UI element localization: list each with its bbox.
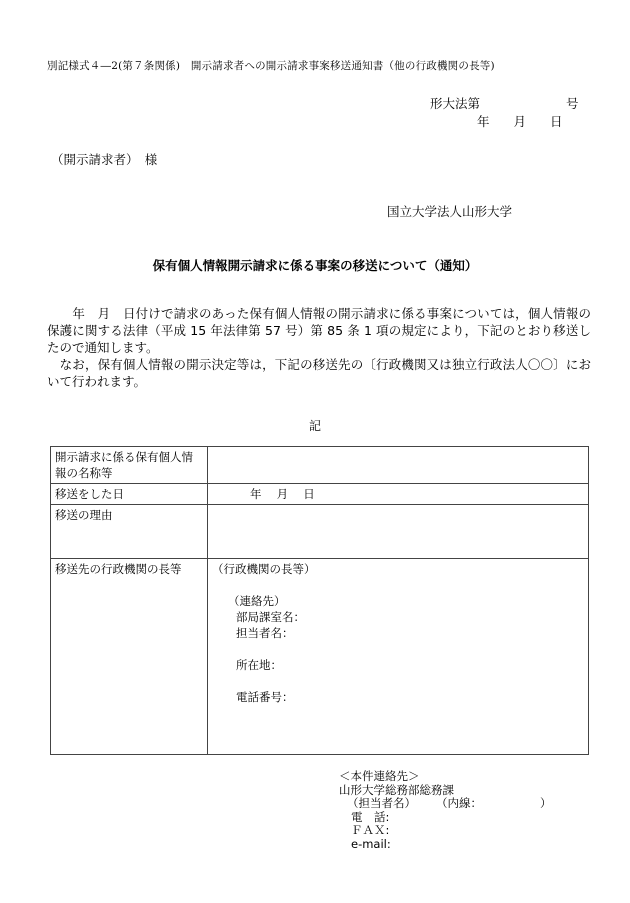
destination-head: （行政機関の長等）	[212, 562, 316, 576]
reference-number	[430, 94, 579, 112]
destination-dept: 部局課室名：	[236, 610, 305, 624]
destination-contact-heading: （連絡先）	[228, 594, 286, 608]
destination-value	[208, 559, 589, 755]
contact-office: 山形大学総務部総務課	[339, 782, 454, 797]
destination-address: 所在地：	[236, 658, 282, 672]
info-name-value	[208, 447, 589, 484]
table-row	[51, 447, 589, 484]
reference-prefix: 形大法第	[430, 96, 481, 111]
contact-block	[339, 770, 552, 851]
contact-person-line	[339, 797, 552, 811]
contact-heading: ＜本件連絡先＞	[339, 769, 420, 783]
destination-label: 移送先の行政機関の長等	[51, 559, 208, 755]
transfer-details-table	[50, 446, 589, 755]
issue-date	[477, 112, 563, 130]
table-row	[51, 505, 589, 559]
contact-extension-close: ）	[540, 796, 552, 810]
body-text	[47, 305, 591, 390]
transfer-date-label: 移送をした日	[51, 484, 208, 505]
issue-date-year: 年	[477, 114, 490, 129]
contact-phone: 電 話:	[351, 809, 390, 824]
info-name-label: 開示請求に係る保有個人情報の名称等	[51, 447, 208, 484]
contact-email: e-mail:	[351, 836, 391, 851]
ki-marker: 記	[308, 419, 321, 433]
transfer-reason-label: 移送の理由	[51, 505, 208, 559]
contact-person-label: （担当者名）	[347, 796, 416, 810]
table-row	[51, 484, 589, 505]
reference-suffix: 号	[566, 96, 579, 111]
transfer-reason-value	[208, 505, 589, 559]
body-paragraph-2: なお，保有個人情報の開示決定等は，下記の移送先の〔行政機関又は独立行政法人〇〇〕において行われます。	[47, 357, 591, 389]
form-header: 別記様式４―2(第７条関係) 開示請求者への開示請求事案移送通知書（他の行政機関の長等)	[47, 60, 495, 72]
sender-name: 国立大学法人山形大学	[387, 204, 513, 219]
table-row	[51, 559, 589, 755]
body-paragraph-1: 年 月 日付けで請求のあった保有個人情報の開示請求に係る事案については，個人情報の保護に関する法律（平成 15 年法律第 57 号）第 85 条 1 項の規定により，下記のとおり移送したので通知します。	[47, 306, 591, 355]
addressee: （開示請求者） 様	[51, 152, 158, 167]
destination-phone: 電話番号：	[236, 690, 294, 704]
contact-fax: ＦＡＸ:	[351, 823, 390, 837]
transfer-date-value: 年 月 日	[208, 484, 589, 505]
issue-date-month: 月	[513, 114, 527, 129]
document-title: 保有個人情報開示請求に係る事案の移送について（通知）	[152, 258, 478, 273]
contact-extension-label: （内線：	[436, 796, 482, 810]
destination-person: 担当者名：	[236, 626, 294, 640]
issue-date-day: 日	[550, 114, 563, 129]
